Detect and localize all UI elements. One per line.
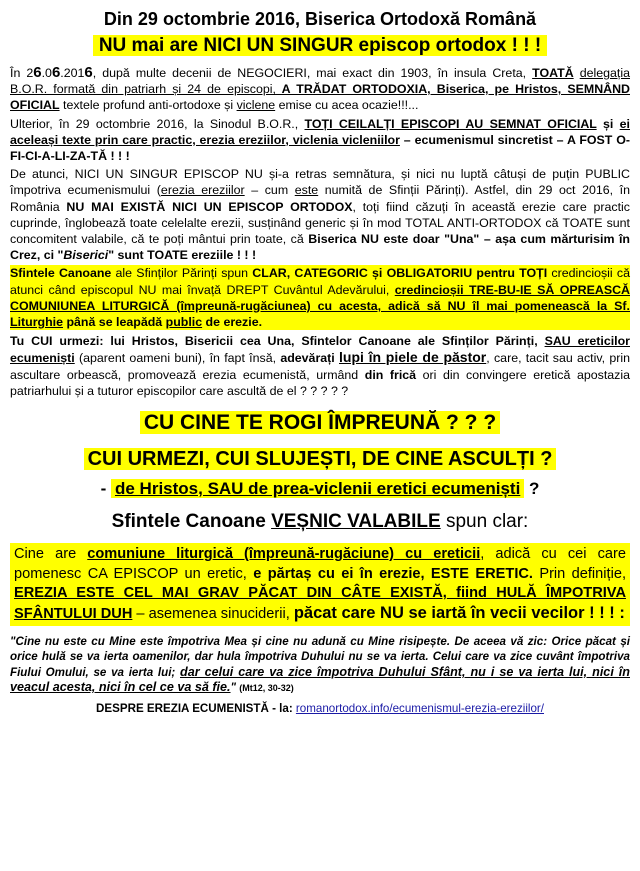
- emphasis: adevărați: [280, 351, 340, 366]
- paragraph-since: [10, 166, 630, 263]
- paragraph-who-follow: [10, 333, 630, 399]
- emphasis-italic: Biserici: [63, 248, 109, 263]
- canons-box: [10, 543, 630, 626]
- text: De atunci, NICI UN SINGUR EPISCOP NU și-a retras semnătura, și nici nu luptă câtuși de puțin PUBLIC împotriva ecumenismului (: [10, 167, 630, 198]
- text: Sfintele Canoane: [10, 266, 112, 281]
- emphasis-digit: 6: [33, 64, 42, 81]
- emphasis: EREZIA ESTE CEL MAI GRAV PĂCAT DIN CÂTE EXISTĂ,: [14, 585, 447, 602]
- underlined-text: este: [294, 183, 319, 198]
- text: de erezie.: [202, 315, 263, 330]
- question-christ: [10, 477, 630, 501]
- canons-title: [10, 509, 630, 535]
- emphasis-digit: 6: [84, 64, 93, 81]
- emphasis: fiind HULĂ ÎMPOTRIVA SFÂNTULUI DUH: [14, 585, 626, 622]
- paragraph-crete: [10, 65, 630, 114]
- quote-text: "Cine nu este cu Mine este împotriva Mea și cine nu adună cu Mine risipește. De aceea vă zic: Orice păcat și orice hulă se va ierta oamenilor, dar hula împotriva Duhului nu se va ierta. Celui care va zice cuvânt împotriva Fiului Omului, se va ierta lui;: [10, 635, 630, 679]
- footer-label: DESPRE EREZIA ECUMENISTĂ - la:: [96, 701, 296, 715]
- text: și: [596, 116, 620, 131]
- text: ale Sfinților Părinți spun: [111, 266, 253, 281]
- emphasis: Tu CUI urmezi: lui Hristos, Bisericii cea Una, Sfintelor Canoane ale Sfinților Părinți,: [10, 334, 545, 349]
- question-text: CUI URMEZI, CUI SLUJEȘTI, DE CINE ASCULȚI ?: [84, 448, 557, 470]
- question-mark: ?: [524, 479, 540, 499]
- text: În 2: [10, 66, 34, 80]
- question-text: de Hristos, SAU de prea-viclenii eretici ecumeniști: [111, 479, 524, 498]
- text: (aparent oameni buni), în fapt însă,: [74, 351, 281, 366]
- emphasis: TOȚI CEILALȚI EPISCOPI AU SEMNAT OFICIAL: [304, 116, 597, 131]
- footer: [10, 701, 630, 716]
- emphasis: OFICIAL: [10, 98, 60, 113]
- emphasis: păcat care NU se iartă în vecii vecilor ! ! ! :: [293, 603, 625, 622]
- emphasis: SAU ereticilor ecumeniști: [10, 334, 630, 366]
- emphasis: ei aceleași texte prin care practic, erezia ereziilor, viclenia vicleniilor: [10, 116, 630, 147]
- text: emise cu acea ocazie!!!...: [275, 98, 419, 113]
- quote-emphasis: dar celui care va zice împotriva Duhului Sfânt, nu i se va ierta lui, nici în veacul acesta, nici în cel ce va să fie.: [10, 664, 630, 695]
- text: Cine are: [14, 546, 88, 563]
- text: .0: [41, 66, 52, 80]
- text: credincioșii că atunci când episcopul NU mai învață DREPT Cuvântul Adevărului,: [10, 266, 630, 297]
- emphasis: Biserica NU este doar "Una" – așa cum mărturisim în Crez, ci ": [10, 232, 630, 263]
- canons-highlight-block: [10, 265, 630, 330]
- emphasis: e părtaș cu ei în erezie, ESTE ERETIC.: [253, 565, 533, 582]
- emphasis: " sunt TOATE ereziile ! ! !: [108, 248, 257, 263]
- title-date-line: Din 29 octombrie 2016, Biserica Ortodoxă Română: [103, 9, 537, 29]
- text: , după multe decenii de NEGOCIERI, mai exact din 1903, în insula Creta,: [92, 66, 533, 80]
- underlined-text: erezia ereziilor: [160, 183, 245, 198]
- underlined-text: delegația B.O.R. formată din patriarh și 24 de episcopi,: [10, 66, 630, 97]
- scripture-quote: [10, 634, 630, 697]
- emphasis: A TRĂDAT ORTODOXIA, Biserica, pe Hristos, SEMNÂND: [275, 82, 630, 97]
- question-text: CU CINE TE ROGI ÎMPREUNĂ ? ? ?: [140, 411, 500, 434]
- paragraph-synod: [10, 116, 630, 165]
- text: – cum: [244, 183, 295, 198]
- text: Ulterior, în 29 octombrie 2016, la Sinodul B.O.R.,: [10, 116, 305, 131]
- text: – asemenea sinuciderii,: [132, 605, 294, 622]
- text: spun clar:: [440, 511, 529, 533]
- text: numită de Sfinții Părinți). Astfel, din 29 oct 2016, în România: [10, 183, 631, 214]
- quote-reference: (Mt12, 30-32): [239, 683, 294, 694]
- headline-text: NU mai are NICI UN SINGUR episcop ortodox ! ! !: [93, 35, 547, 56]
- emphasis: – ecumenismul sincretist – A FOST O-FI-CI-A-LI-ZA-TĂ ! ! !: [10, 132, 630, 164]
- underlined-text: viclene: [236, 98, 276, 113]
- emphasis: lupi în piele de păstor: [339, 349, 487, 366]
- underlined-emphasis: credincioșii TRE-BU-IE SĂ OPREASCĂ COMUNIUNEA LITURGICĂ (împreună-rugăciunea) cu acesta, adică să NU îl mai pomenească la Sf. Liturghie: [10, 282, 630, 330]
- underlined-text: public: [165, 315, 203, 330]
- text: , adică cu cei care pomenesc CA EPISCOP un eretic,: [14, 546, 626, 582]
- text: până se leapădă: [63, 315, 166, 330]
- emphasis: NU MAI EXISTĂ NICI UN EPISCOP ORTODOX: [66, 199, 353, 214]
- text: .201: [60, 66, 85, 80]
- emphasis: VEȘNIC VALABILE: [271, 511, 441, 533]
- emphasis: comuniune liturgică (împreună-rugăciune) cu ereticii: [87, 546, 481, 563]
- emphasis: CLAR, CATEGORIC și OBLIGATORIU pentru TOȚI: [252, 266, 548, 281]
- question-follow: [10, 445, 630, 475]
- dash: -: [100, 479, 111, 499]
- text: textele profund anti-ortodoxe și: [59, 98, 237, 113]
- text: , care, tacit sau activ, prin ascultare orbească, promovează erezia ecumenistă, urmând: [10, 351, 630, 382]
- emphasis: TOATĂ: [532, 66, 574, 80]
- question-pray: [10, 409, 630, 439]
- text: Sfintele Canoane: [111, 511, 272, 533]
- headline: [10, 34, 630, 59]
- text: Prin definiție,: [532, 565, 627, 582]
- text: , toți fiind căzuți în această erezie care practic cuprinde, înglobează toate celelalte erezii, susținând generic și în mod TOTAL ANTI-ORTODOX că TOATE sunt concomitent valabile, că te poți mântui prin toate, că: [10, 199, 630, 247]
- emphasis-digit: 6: [51, 64, 61, 81]
- text: ori din convingere eretică apostazia patriarhului și a tuturor episcopilor care ascultă de el ? ? ? ? ?: [10, 367, 630, 398]
- footer-link[interactable]: romanortodox.info/ecumenismul-erezia-ereziilor/: [295, 701, 544, 715]
- emphasis: din frică: [364, 367, 417, 382]
- quote-text: ": [230, 681, 240, 695]
